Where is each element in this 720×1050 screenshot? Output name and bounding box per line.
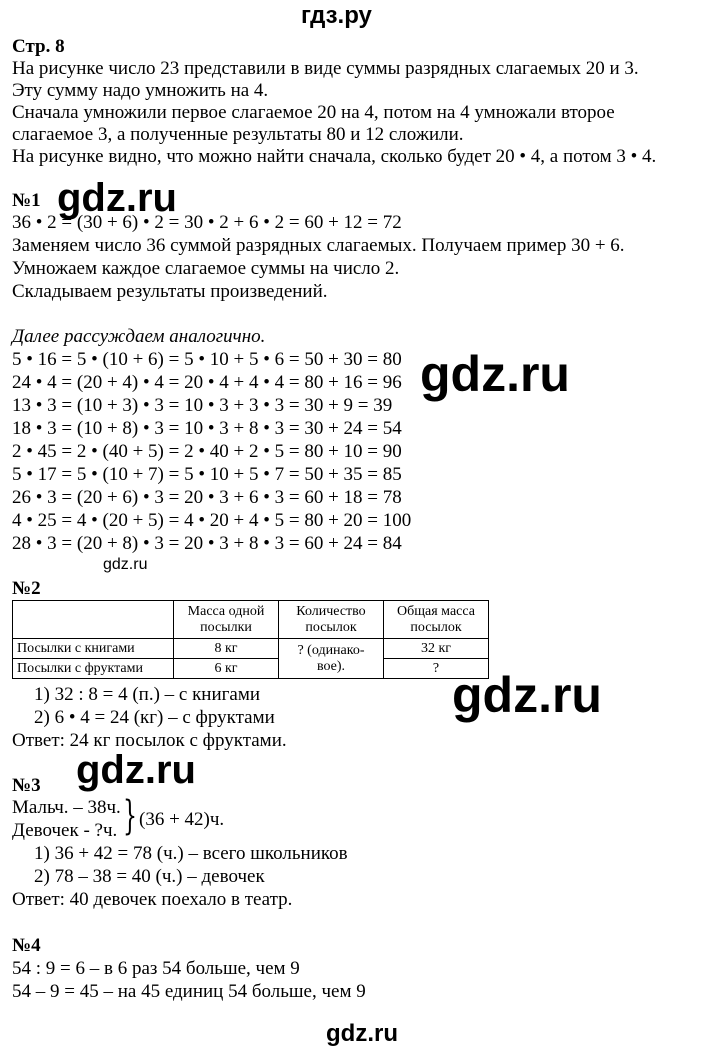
table-header-mass: Масса одной посылки <box>174 601 279 639</box>
task1-example: 28 • 3 = (20 + 8) • 3 = 20 • 3 + 8 • 3 = 60 + 24 = 84 <box>12 533 402 554</box>
table-header-count: Количество посылок <box>279 601 384 639</box>
task1-line: 36 • 2 = (30 + 6) • 2 = 30 • 2 + 6 • 2 = 60 + 12 = 72 <box>12 212 402 233</box>
task1-example: 24 • 4 = (20 + 4) • 4 = 20 • 4 + 4 • 4 = 80 + 16 = 96 <box>12 372 402 393</box>
task1-example: 26 • 3 = (20 + 6) • 3 = 20 • 3 + 6 • 3 = 60 + 18 = 78 <box>12 487 402 508</box>
table-header-total: Общая масса посылок <box>384 601 489 639</box>
task2-step: 2) 6 • 4 = 24 (кг) – с фруктами <box>34 707 275 728</box>
curly-brace-icon: } <box>123 793 137 839</box>
task1-example: 2 • 45 = 2 • (40 + 5) = 2 • 40 + 2 • 5 = 80 + 10 = 90 <box>12 441 402 462</box>
task1-example: 13 • 3 = (10 + 3) • 3 = 10 • 3 + 3 • 3 = 30 + 9 = 39 <box>12 395 393 416</box>
watermark: gdz.ru <box>103 556 148 573</box>
intro-line: Сначала умножили первое слагаемое 20 на 4, потом на 4 умножали второе <box>12 102 615 123</box>
table-row-label: Посылки с книгами <box>13 639 174 659</box>
task2-answer: Ответ: 24 кг посылок с фруктами. <box>12 730 287 751</box>
page-header: Стр. 8 <box>12 36 65 57</box>
watermark: gdz.ru <box>57 176 177 220</box>
task2-table <box>12 600 489 679</box>
intro-line: слагаемое 3, а полученные результаты 80 и 12 сложили. <box>12 124 464 145</box>
task2-step: 1) 32 : 8 = 4 (п.) – с книгами <box>34 684 261 705</box>
table-cell-total: ? <box>384 659 489 679</box>
task4-line: 54 : 9 = 6 – в 6 раз 54 больше, чем 9 <box>12 958 300 979</box>
task1-example: 18 • 3 = (10 + 8) • 3 = 10 • 3 + 8 • 3 = 30 + 24 = 54 <box>12 418 402 439</box>
table-header-empty <box>13 601 174 639</box>
task4-line: 54 – 9 = 45 – на 45 единиц 54 больше, чем 9 <box>12 981 366 1002</box>
watermark: gdz.ru <box>420 346 570 402</box>
task3-step: 2) 78 – 38 = 40 (ч.) – девочек <box>34 866 265 887</box>
table-cell-mass: 6 кг <box>174 659 279 679</box>
task1-example: 5 • 16 = 5 • (10 + 6) = 5 • 10 + 5 • 6 = 50 + 30 = 80 <box>12 349 402 370</box>
table-cell-mass: 8 кг <box>174 639 279 659</box>
task3-answer: Ответ: 40 девочек поехало в театр. <box>12 889 293 910</box>
task3-step: 1) 36 + 42 = 78 (ч.) – всего школьников <box>34 843 348 864</box>
task1-example: 4 • 25 = 4 • (20 + 5) = 4 • 20 + 4 • 5 = 80 + 20 = 100 <box>12 510 412 531</box>
task3-condition: Девочек - ?ч. <box>12 820 118 841</box>
task3-brace-expression: (36 + 42)ч. <box>139 809 225 830</box>
intro-line: Эту сумму надо умножить на 4. <box>12 80 269 101</box>
task3-heading: №3 <box>12 775 41 796</box>
intro-line: На рисунке число 23 представили в виде суммы разрядных слагаемых 20 и 3. <box>12 58 639 79</box>
table-row-label: Посылки с фруктами <box>13 659 174 679</box>
table-cell-count: ? (одинако- вое). <box>279 639 384 679</box>
task3-condition: Мальч. – 38ч. <box>12 797 121 818</box>
task1-line: Складываем результаты произведений. <box>12 281 328 302</box>
task2-heading: №2 <box>12 578 41 599</box>
watermark: gdz.ru <box>452 667 602 723</box>
table-cell-total: 32 кг <box>384 639 489 659</box>
task1-heading: №1 <box>12 190 41 211</box>
watermark-bottom: gdz.ru <box>326 1020 398 1047</box>
task1-note: Далее рассуждаем аналогично. <box>12 326 266 347</box>
watermark: gdz.ru <box>76 748 196 792</box>
task4-heading: №4 <box>12 935 41 956</box>
task1-line: Заменяем число 36 суммой разрядных слагаемых. Получаем пример 30 + 6. <box>12 235 625 256</box>
task1-line: Умножаем каждое слагаемое суммы на число 2. <box>12 258 400 279</box>
watermark-top: гдз.ру <box>301 2 372 29</box>
task1-example: 5 • 17 = 5 • (10 + 7) = 5 • 10 + 5 • 7 = 50 + 35 = 85 <box>12 464 402 485</box>
intro-line: На рисунке видно, что можно найти сначала, сколько будет 20 • 4, а потом 3 • 4. <box>12 146 657 167</box>
